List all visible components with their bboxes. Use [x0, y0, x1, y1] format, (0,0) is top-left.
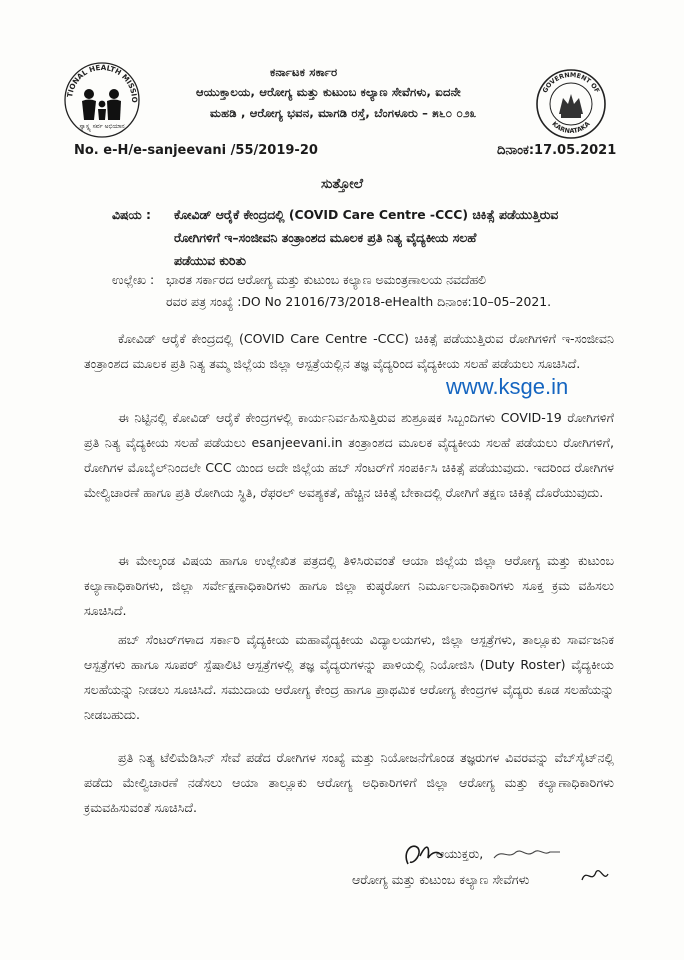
reference-label: ಉಲ್ಲೇಖ : — [112, 272, 155, 287]
header-line-1: ಕರ್ನಾಟಕ ಸರ್ಕಾರ — [270, 65, 338, 79]
signatory-department: ಆರೋಗ್ಯ ಮತ್ತು ಕುಟುಂಬ ಕಲ್ಯಾಣ ಸೇವೆಗಳು — [352, 872, 530, 887]
reference-line-1: ಭಾರತ ಸರ್ಕಾರದ ಆರೋಗ್ಯ ಮತ್ತು ಕುಟುಂಬ ಕಲ್ಯಾಣ ಅಮಂತ್ರಣಾಲಯ ನವದೆಹಲಿ — [166, 272, 486, 287]
body-paragraph-5 — [84, 745, 614, 820]
paragraph-4-text: ಹಬ್ ಸೆಂಟರ್‌ಗಳಾದ ಸರ್ಕಾರಿ ವೈದ್ಯಕೀಯ ಮಹಾವೈದ್ಯಕೀಯ ವಿದ್ಯಾಲಯಗಳು, ಜಿಲ್ಲಾ ಆಸ್ಪತ್ರೆಗಳು, ತಾಲ್ಲೂಕು ಸಾರ್ವಜನಿಕ ಆಸ್ಪತ್ರೆಗಳು ಹಾಗೂ ಸೂಪರ್ ಸ್ಪೆಷಾಲಿಟಿ ಆಸ್ಪತ್ರೆಗಳಲ್ಲಿ ತಜ್ಞ ವೈದ್ಯರುಗಳನ್ನು ಪಾಳಿಯಲ್ಲಿ ನಿಯೋಜಿಸಿ (Duty Roster) ವೈದ್ಯಕೀಯ ಸಲಹೆಯನ್ನು ನೀಡಲು ಸೂಚಿಸಿದೆ. ಸಮುದಾಯ ಆರೋಗ್ಯ ಕೇಂದ್ರ ಹಾಗೂ ಪ್ರಾಥಮಿಕ ಆರೋಗ್ಯ ಕೇಂದ್ರಗಳ ವೈದ್ಯರು ಕೂಡ ಸಲಹೆಯನ್ನು ನೀಡಬಹುದು. — [84, 632, 614, 722]
issue-date: ದಿನಾಂಕ:17.05.2021 — [497, 143, 617, 158]
website-watermark: www.ksge.in — [446, 374, 569, 399]
header-line-3: ಮಹಡಿ , ಆರೋಗ್ಯ ಭವನ, ಮಾಗಡಿ ರಸ್ತೆ, ಬೆಂಗಳೂರು – ೫೬೦ ೦೨೩ — [210, 106, 477, 120]
paragraph-2-text: ಈ ನಿಟ್ಟಿನಲ್ಲಿ ಕೋವಿಡ್ ಆರೈಕೆ ಕೇಂದ್ರಗಳಲ್ಲಿ ಕಾರ್ಯನಿರ್ವಹಿಸುತ್ತಿರುವ ಶುಶ್ರೂಷಕ ಸಿಬ್ಬಂದಿಗಳು COVID-19 ರೋಗಿಗಳಿಗೆ ಪ್ರತಿ ನಿತ್ಯ ವೈದ್ಯಕೀಯ ಸಲಹೆ ಪಡೆಯಲು esanjeevani.in ತಂತ್ರಾಂಶದ ಮೂಲಕ ವೈದ್ಯಕೀಯ ಸಲಹೆ ಪಡೆಯಲು ರೋಗಿಗಳಿಗೆ, ರೋಗಿಗಳ ಮೊಬೈಲ್‌ನಿಂದಲೇ CCC ಯಿಂದ ಅದೇ ಜಿಲ್ಲೆಯ ಹಬ್ ಸೆಂಟರ್‌ಗೆ ಸಂಪರ್ಕಿಸಿ ಚಿಕಿತ್ಸೆ ಪಡೆಯುವುದು. ಇದರಿಂದ ರೋಗಿಗಳ ಮೇಲ್ವಿಚಾರಣೆ ಹಾಗೂ ಪ್ರತಿ ರೋಗಿಯ ಸ್ಥಿತಿ, ರೆಫರಲ್ ಅವಶ್ಯಕತೆ, ಹೆಚ್ಚಿನ ಚಿಕಿತ್ಸೆ ಬೇಕಾದಲ್ಲಿ ರೋಗಿಗೆ ತಕ್ಷಣ ಚಿಕಿತ್ಸೆ ದೊರೆಯುವುದು. — [84, 410, 614, 500]
body-paragraph-1 — [84, 326, 614, 376]
body-paragraph-4 — [84, 627, 614, 727]
svg-text:GOVERNMENT OF: GOVERNMENT OF — [540, 70, 602, 95]
reference-number: No. e-H/e-sanjeevani /55/2019-20 — [74, 143, 318, 158]
svg-text:KARNATAKA: KARNATAKA — [550, 119, 592, 136]
nhm-logo-subtext: ಸ್ವಾಸ್ಥ್ಯ ಸರ್ವ ಅಭಿಯಾನ — [79, 123, 125, 130]
body-paragraph-3 — [84, 548, 614, 623]
initials-scribble — [578, 862, 612, 890]
subject-label: ವಿಷಯ : — [112, 207, 151, 222]
karnataka-seal — [535, 68, 607, 140]
paragraph-5-text: ಪ್ರತಿ ನಿತ್ಯ ಟೆಲಿಮೆಡಿಸಿನ್ ಸೇವೆ ಪಡೆದ ರೋಗಿಗಳ ಸಂಖ್ಯೆ ಮತ್ತು ನಿಯೋಜನೆಗೊಂಡ ತಜ್ಞರುಗಳ ವಿವರವನ್ನು ವೆಬ್‌ಸೈಟ್‌ನಲ್ಲಿ ಪಡೆದು ಮೇಲ್ವಿಚಾರಣೆ ನಡೆಸಲು ಆಯಾ ತಾಲ್ಲೂಕು ಆರೋಗ್ಯ ಅಧಿಕಾರಿಗಳಿಗೆ ಜಿಲ್ಲಾ ಆರೋಗ್ಯ ಮತ್ತು ಕಲ್ಯಾಣಾಧಿಕಾರಿಗಳು ಕ್ರಮವಹಿಸುವಂತೆ ಸೂಚಿಸಿದೆ. — [84, 750, 614, 815]
nhm-logo — [62, 60, 142, 140]
subject-line-3: ಪಡೆಯುವ ಕುರಿತು — [174, 253, 246, 268]
paragraph-1-text: ಕೋವಿಡ್ ಆರೈಕೆ ಕೇಂದ್ರದಲ್ಲಿ (COVID Care Centre -CCC) ಚಿಕಿತ್ಸೆ ಪಡೆಯುತ್ತಿರುವ ರೋಗಿಗಳಿಗೆ ಇ-ಸಂಜೀವನಿ ತಂತ್ರಾಂಶದ ಮೂಲಕ ಪ್ರತಿ ನಿತ್ಯ ತಮ್ಮ ಜಿಲ್ಲೆಯ ಜಿಲ್ಲಾ ಆಸ್ಪತ್ರೆಯಲ್ಲಿನ ತಜ್ಞ ವೈದ್ಯರಿಂದ ವೈದ್ಯಕೀಯ ಸಲಹೆ ಪಡೆಯಲು ಸೂಚಿಸಿದೆ. — [84, 331, 614, 371]
subject-line-1: ಕೋವಿಡ್ ಆರೈಕೆ ಕೇಂದ್ರದಲ್ಲಿ (COVID Care Centre -CCC) ಚಿಕಿತ್ಸೆ ಪಡೆಯುತ್ತಿರುವ — [174, 207, 559, 222]
subject-text — [174, 203, 614, 272]
subject-line-2: ರೋಗಿಗಳಿಗೆ ಇ–ಸಂಜೀವನಿ ತಂತ್ರಾಂಶದ ಮೂಲಕ ಪ್ರತಿ ನಿತ್ಯ ವೈದ್ಯಕೀಯ ಸಲಹೆ — [174, 230, 477, 245]
paragraph-3-text: ಈ ಮೇಲ್ಕಂಡ ವಿಷಯ ಹಾಗೂ ಉಲ್ಲೇಖಿತ ಪತ್ರದಲ್ಲಿ ತಿಳಿಸಿರುವಂತೆ ಆಯಾ ಜಿಲ್ಲೆಯ ಜಿಲ್ಲಾ ಆರೋಗ್ಯ ಮತ್ತು ಕುಟುಂಬ ಕಲ್ಯಾಣಾಧಿಕಾರಿಗಳು, ಜಿಲ್ಲಾ ಸರ್ವೇಕ್ಷಣಾಧಿಕಾರಿಗಳು ಹಾಗೂ ಜಿಲ್ಲಾ ಕುಷ್ಠರೋಗ ನಿರ್ಮೂಲನಾಧಿಕಾರಿಗಳು ಸೂಕ್ತ ಕ್ರಮ ವಹಿಸಲು ಸೂಚಿಸಿದೆ. — [84, 553, 614, 618]
header-line-2: ಆಯುಕ್ತಾಲಯ, ಆರೋಗ್ಯ ಮತ್ತು ಕುಟುಂಬ ಕಲ್ಯಾಣ ಸೇವೆಗಳು, ಐದನೇ — [196, 85, 461, 99]
signatory-title: ಆಯುಕ್ತರು, — [436, 846, 484, 861]
handwritten-signature — [398, 834, 578, 874]
body-paragraph-2 — [84, 405, 614, 505]
svg-text:NATIONAL HEALTH MISSION: TIONAL HEALTH MISSIO — [65, 62, 140, 103]
reference-line-2: ರವರ ಪತ್ರ ಸಂಖ್ಯೆ :DO No 21016/73/2018-eHealth ದಿನಾಂಕ:10–05–2021. — [166, 294, 552, 309]
reference-text — [166, 269, 616, 313]
document-title: ಸುತ್ತೋಲೆ — [320, 176, 364, 192]
